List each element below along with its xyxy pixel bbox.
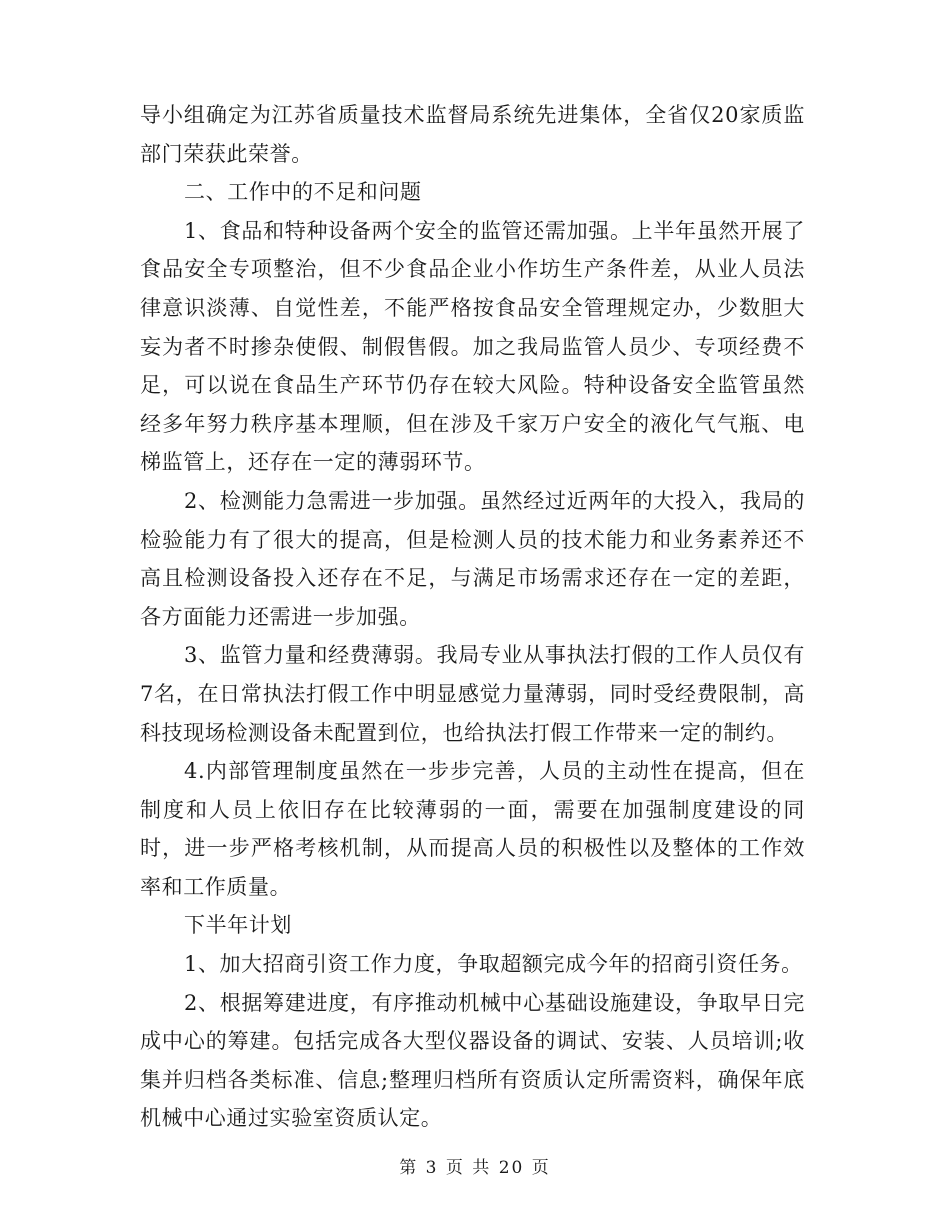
paragraph-issue-4: 4.内部管理制度虽然在一步步完善，人员的主动性在提高，但在制度和人员上依旧存在比较薄弱的一面，需要在加强制度建设的同时，进一步严格考核机制，从而提高人员的积极性以及整体的工作效率和工作质量。 [140,759,805,899]
document-body [140,96,805,1138]
paragraph-plan-2: 2、根据筹建进度，有序推动机械中心基础设施建设，争取早日完成中心的筹建。包括完成各大型仪器设备的调试、安装、人员培训;收集并归档各类标准、信息;整理归档所有资质认定所需资料，确保年底机械中心通过实验室资质认定。 [140,990,805,1131]
section-heading-problems: 二、工作中的不足和问题 [184,180,422,205]
paragraph-plan-1: 1、加大招商引资工作力度，争取超额完成今年的招商引资任务。 [184,952,803,977]
paragraph-issue-3: 3、监管力量和经费薄弱。我局专业从事执法打假的工作人员仅有7名，在日常执法打假工作中明显感觉力量薄弱，同时受经费限制，高科技现场检测设备未配置到位，也给执法打假工作带来一定的制约。 [140,643,805,745]
page-number-footer: 第 3 页 共 20 页 [399,1158,551,1178]
paragraph-continuation: 导小组确定为江苏省质量技术监督局系统先进集体，全省仅20家质监部门荣获此荣誉。 [140,103,805,166]
paragraph-issue-1: 1、食品和特种设备两个安全的监管还需加强。上半年虽然开展了食品安全专项整治，但不少食品企业小作坊生产条件差，从业人员法律意识淡薄、自觉性差，不能严格按食品安全管理规定办，少数胆大妄为者不时掺杂使假、制假售假。加之我局监管人员少、专项经费不足，可以说在食品生产环节仍存在较大风险。特种设备安全监管虽然经多年努力秩序基本理顺，但在涉及千家万户安全的液化气气瓶、电梯监管上，还存在一定的薄弱环节。 [140,218,805,475]
section-heading-plan: 下半年计划 [184,913,292,938]
paragraph-issue-2: 2、检测能力急需进一步加强。虽然经过近两年的大投入，我局的检验能力有了很大的提高，但是检测人员的技术能力和业务素养还不高且检测设备投入还存在不足，与满足市场需求还存在一定的差距，各方面能力还需进一步加强。 [140,488,805,629]
